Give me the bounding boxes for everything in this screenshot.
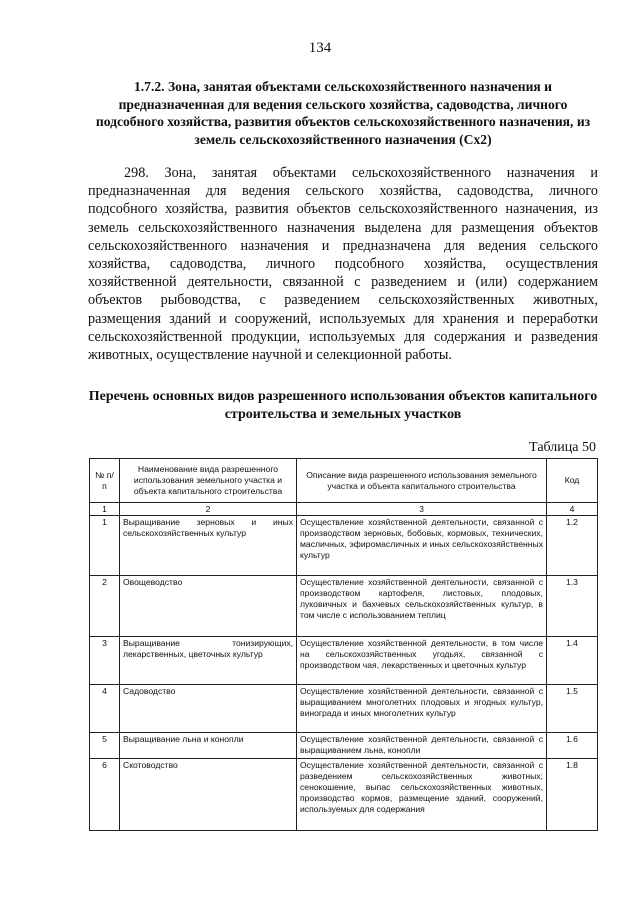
row-code: 1.3: [547, 576, 598, 637]
row-code: 1.2: [547, 516, 598, 576]
row-name: Скотоводство: [120, 759, 297, 831]
table-caption: Таблица 50: [529, 440, 596, 455]
table-row: [90, 733, 598, 759]
row-num: 1: [90, 516, 120, 576]
row-description: Осуществление хозяйственной деятельности, в том числе на сельскохозяйственных угодьях, связанной с производством чая, лекарственных и цветочных культур: [297, 637, 547, 685]
row-num: 2: [90, 576, 120, 637]
table-row: [90, 759, 598, 831]
row-num: 4: [90, 685, 120, 733]
row-description: Осуществление хозяйственной деятельности, связанной с производством зерновых, бобовых, кормовых, технических, масличных, эфиромасличных и иных сельскохозяйственных культур: [297, 516, 547, 576]
row-name: Садоводство: [120, 685, 297, 733]
row-num: 3: [90, 637, 120, 685]
column-number: 2: [120, 503, 297, 516]
table-row: [90, 637, 598, 685]
row-description: Осуществление хозяйственной деятельности, связанной с производством картофеля, листовых, плодовых, луковичных и бахчевых сельскохозяйственных культур, в том числе с использованием теплиц: [297, 576, 547, 637]
permitted-use-table: [89, 458, 598, 831]
header-description: Описание вида разрешенного использования земельного участка и объекта капитального строительства: [297, 459, 547, 503]
header-num: № п/п: [90, 459, 120, 503]
row-name: Овощеводство: [120, 576, 297, 637]
table-row: [90, 576, 598, 637]
row-description: Осуществление хозяйственной деятельности, связанной с выращиванием льна, конопли: [297, 733, 547, 759]
list-title: Перечень основных видов разрешенного использования объектов капитального строительства и земельных участков: [88, 389, 598, 422]
column-number-row: [90, 503, 598, 516]
column-number: 3: [297, 503, 547, 516]
page-number: 134: [308, 40, 332, 56]
section-heading: 1.7.2. Зона, занятая объектами сельскохозяйственного назначения и предназначенная для ведения сельского хозяйства, садоводства, личного подсобного хозяйства, развития объектов сельскохозяйственного назначения, из земель сельскохозяйственного назначения (Сх2): [95, 79, 591, 147]
row-name: Выращивание тонизирующих, лекарственных, цветочных культур: [120, 637, 297, 685]
column-number: 4: [547, 503, 598, 516]
row-name: Выращивание зерновых и иных сельскохозяйственных культур: [120, 516, 297, 576]
row-code: 1.5: [547, 685, 598, 733]
row-num: 6: [90, 759, 120, 831]
row-code: 1.4: [547, 637, 598, 685]
table-row: [90, 516, 598, 576]
table-row: [90, 685, 598, 733]
row-description: Осуществление хозяйственной деятельности, связанной с разведением сельскохозяйственных животных; сенокошение, выпас сельскохозяйственных животных, производство кормов, размещение зданий, сооружений, используемых для содержания: [297, 759, 547, 831]
row-code: 1.6: [547, 733, 598, 759]
column-number: 1: [90, 503, 120, 516]
table-header-row: [90, 459, 598, 503]
row-name: Выращивание льна и конопли: [120, 733, 297, 759]
row-description: Осуществление хозяйственной деятельности, связанной с выращиванием многолетних плодовых и ягодных культур, винограда и иных многолетних культур: [297, 685, 547, 733]
paragraph-298: 298. Зона, занятая объектами сельскохозяйственного назначения и предназначенная для ведения сельского хозяйства, садоводства, личного подсобного хозяйства, развития объектов сельскохозяйственного назначения, из земель сельскохозяйственного назначения выделена для размещения объектов сельскохозяйственного назначения и предназначена для ведения сельского хозяйства, садоводства, личного подсобного хозяйства, осуществления хозяйственной деятельности, связанной с разведением и (или) содержанием объектов рыбоводства, с разведением сельскохозяйственных животных, размещения зданий и сооружений, используемых для хранения и переработки сельскохозяйственной продукции, используемых для содержания и разведения животных, осуществление научной и селекционной работы.: [88, 165, 598, 364]
row-num: 5: [90, 733, 120, 759]
header-code: Код: [547, 459, 598, 503]
row-code: 1.8: [547, 759, 598, 831]
header-name: Наименование вида разрешенного использования земельного участка и объекта капитального строительства: [120, 459, 297, 503]
